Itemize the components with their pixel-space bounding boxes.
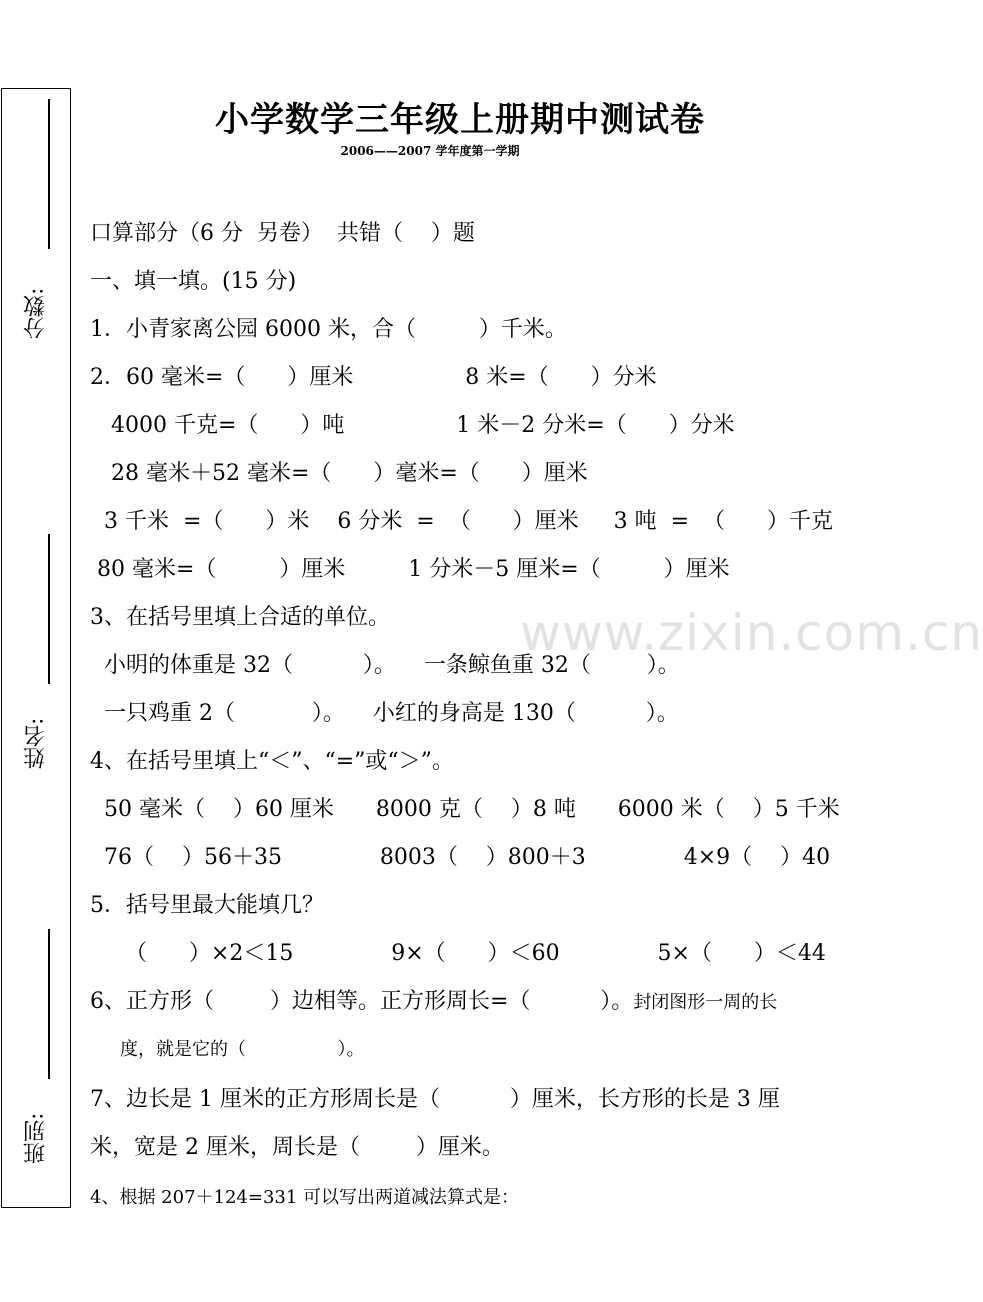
binding-margin-box	[1, 88, 71, 1208]
question-3-row-2: 一只鸡重 2（ ）。 小红的身高是 130（ ）。	[90, 701, 679, 726]
watermark-text: www.zixin.com.cn	[520, 604, 983, 662]
question-2-row-3: 28 毫米＋52 毫米=（ ）毫米=（ ）厘米	[90, 461, 588, 486]
question-2-row-4: 3 千米 =（ ）米 6 分米 = （ ）厘米 3 吨 = （ ）千克	[90, 509, 834, 534]
question-4-row-1: 50 毫米（ ）60 厘米 8000 克（ ）8 吨 6000 米（ ）5 千米	[90, 797, 840, 822]
question-2-row-5: 80 毫米=（ ）厘米 1 分米－5 厘米=（ ）厘米	[90, 557, 730, 582]
question-5-heading: 5．括号里最大能填几？	[90, 893, 324, 918]
section-1-heading: 一、填一填。(15 分)	[90, 269, 297, 294]
page-title: 小学数学三年级上册期中测试卷	[215, 100, 705, 140]
question-subtraction: 4、根据 207＋124=331 可以写出两道减法算式是：	[90, 1187, 520, 1208]
question-2-row-2: 4000 千克=（ ）吨 1 米－2 分米=（ ）分米	[90, 413, 735, 438]
score-label: 分数:	[23, 287, 49, 339]
question-6-main: 6、正方形（ ）边相等。正方形周长=（ ）。	[90, 989, 634, 1014]
question-2-row-1: 2．60 毫米=（ ）厘米 8 米=（ ）分米	[90, 365, 657, 390]
class-underline	[48, 929, 50, 1079]
question-3-heading: 3、在括号里填上合适的单位。	[90, 605, 390, 630]
question-3-row-1: 小明的体重是 32（ ）。 一条鲸鱼重 32（ ）。	[90, 653, 680, 678]
question-1: 1．小青家离公园 6000 米，合（ ）千米。	[90, 317, 567, 342]
question-4-heading: 4、在括号里填上“＜”、“=”或“＞”。	[90, 749, 454, 774]
question-4-row-2: 76（ ）56＋35 8003（ ）800＋3 4×9（ ）40	[90, 845, 831, 870]
oral-section-line: 口算部分（6 分 另卷） 共错（ ）题	[90, 221, 475, 246]
question-5-row: （ ）×2＜15 9×（ ）＜60 5×（ ）＜44	[90, 941, 826, 966]
question-7-line-2: 米，宽是 2 厘米，周长是（ ）厘米。	[90, 1135, 504, 1160]
page-subtitle: 2006——2007 学年度第一学期	[340, 144, 520, 158]
name-underline	[48, 534, 50, 684]
class-label: 班别:	[23, 1112, 49, 1164]
question-6-line-1	[90, 988, 777, 1017]
question-6-line-2: 度，就是它的（ ）。	[120, 1039, 365, 1060]
name-label: 姓名:	[23, 717, 49, 769]
question-7-line-1: 7、边长是 1 厘米的正方形周长是（ ）厘米，长方形的长是 3 厘	[90, 1087, 780, 1112]
question-6-tail: 封闭图形一周的长	[633, 992, 778, 1013]
